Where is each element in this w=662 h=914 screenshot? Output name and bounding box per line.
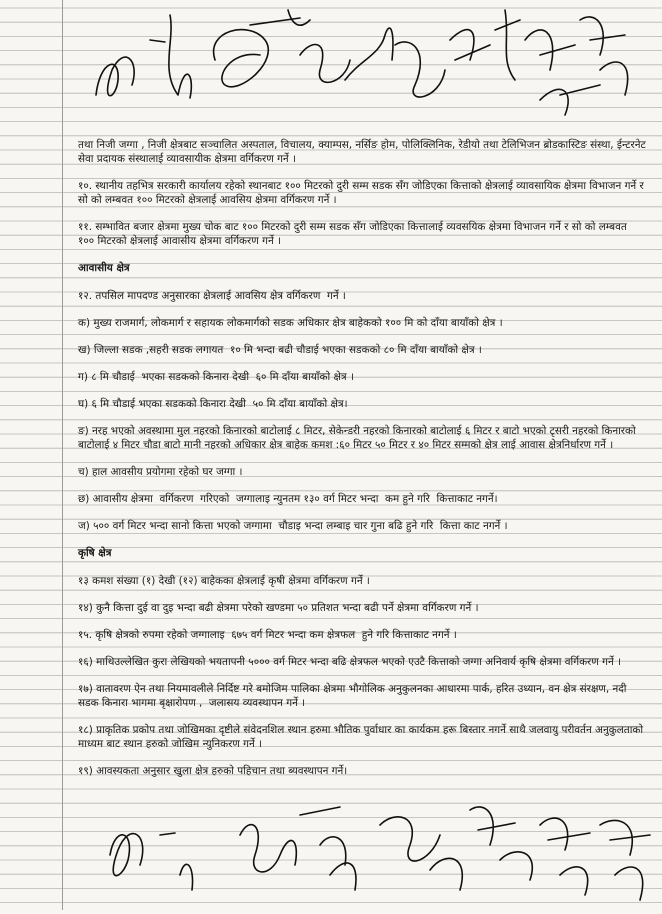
- paragraph-12: १२. तपसिल मापदण्ड अनुसारका क्षेत्रलाई आवसिय क्षेत्र वर्गिकरण गर्ने ।: [78, 290, 346, 302]
- bottom-signatures: [0, 795, 662, 910]
- paragraph-17: १७) वातावरण ऐन तथा नियमावलीले निर्दिष्ट गरे बमोजिम पालिका क्षेत्रमा भौगोलिक अनुकुलनका आधारमा पार्क, हरित उध्यान, वन क्षेत्र संरक्षण, नदी सडक किनारा भागमा बृक्षारोपण , जलासय व्यवस्थापन गर्ने ।: [78, 683, 630, 709]
- document-body: [78, 138, 648, 791]
- top-signatures: [0, 0, 662, 125]
- heading-residential: आवासीय क्षेत्र: [78, 262, 130, 274]
- clause-ga: ग) ८ मि चौडाई भएका सडकको किनारा देखी ६० मि दाँया बायाँको क्षेत्र ।: [78, 371, 354, 383]
- clause-ja: ज) ५०० वर्ग मिटर भन्दा सानो कित्ता भएको जग्गामा चौडाइ भन्दा लम्बाइ चार गुना बढि हुने गरि कित्ता काट नगर्ने ।: [78, 520, 508, 532]
- heading-agriculture: कृषि क्षेत्र: [78, 547, 112, 559]
- clause-chha: छ) आवासीय क्षेत्रमा वर्गिकरण गरिएको जग्गालाइ न्युनतम १३० वर्ग मिटर भन्दा कम हुने गरि कित्ताकाट नगर्ने।: [78, 493, 498, 505]
- clause-kha: ख) जिल्ला सडक ,सहरी सडक लगायत १० मि भन्दा बढी चौडाई भएका सडकको ८० मि दाँया बायाँको क्षेत्र ।: [78, 344, 482, 356]
- clause-nga: ङ) नरह भएको अवस्थामा मुल नहरको किनारको बाटोलाई ८ मिटर, सेकेन्डरी नहरको किनारको बाटोलाई ६ मिटर र बाटो भएको टृसरी नहरको किनारको बाटोलाई ४ मिटर चौडा बाटो मानी नहरको अधिकार क्षेत्र बाहेक कमश :६० मिटर ५० मिटर र ४० मिटर सम्मको क्षेत्र लाई आवास क्षेत्रनिर्धारण गर्ने ।: [78, 425, 640, 451]
- paragraph-14: १४) कुनै कित्ता दुई वा दुइ भन्दा बढी क्षेत्रमा परेको खण्डमा ५० प्रतिशत भन्दा बढी पर्ने क्षेत्रमा वर्गिकरण गर्ने ।: [78, 602, 479, 614]
- paragraph-15: १५. कृषि क्षेत्रको रुपमा रहेको जग्गालाइ ६७५ वर्ग मिटर भन्दा कम क्षेत्रफल हुने गरि कित्ताकाट नगर्ने ।: [78, 629, 457, 641]
- clause-cha: च) हाल आवसीय प्रयोगमा रहेको घर जग्गा ।: [78, 466, 243, 478]
- clause-gha: घ) ६ मि चौडाई भएका सडकको किनारा देखी ५० मि दाँया बायाँको क्षेत्र।: [78, 398, 348, 410]
- paragraph-19: १९) आवस्यकता अनुसार खुला क्षेत्र हरुको पहिचान तथा ब्यवस्थापन गर्ने।: [78, 765, 348, 777]
- margin-line: [62, 0, 63, 910]
- paragraph-13: १३ कमश संख्या (१) देखी (१२) बाहेकका क्षेत्रलाई कृषी क्षेत्रमा वर्गिकरण गर्ने ।: [78, 575, 370, 587]
- paragraph-11: ११. सम्भावित बजार क्षेत्रमा मुख्य चोक बाट १०० मिटरको दुरी सम्म सडक सँग जोडिएका कित्तालाई व्यवसयिक क्षेत्रमा विभाजन गर्ने र सो को लम्बवत १०० मिटरको क्षेत्रलाई आवासीय क्षेत्रमा वर्गिकरण गर्ने ।: [78, 221, 634, 247]
- paragraph-10: १०. स्थानीय तहभित्र सरकारी कार्यालय रहेको स्थानबाट १०० मिटरको दुरी सम्म सडक सँग जोडिएका कित्ताको क्षेत्रलाई व्यावसायिक क्षेत्रमा विभाजन गर्ने र सो को लम्बवत १०० मिटरको क्षेत्रलाई आवसिय क्षेत्रमा वर्गिकरण गर्ने ।: [78, 180, 648, 206]
- clause-ka: क) मुख्य राजमार्ग, लोकमार्ग र सहायक लोकमार्गको सडक अधिकार क्षेत्र बाहेकको १०० मि को दाँया बायाँको क्षेत्र ।: [78, 317, 503, 329]
- paragraph-16: १६) माथिउल्लेखित कुरा लेखियको भयतापनी ५००० वर्ग मिटर भन्दा बढि क्षेत्रफल भएको एउटै कित्ताको जग्गा अनिवार्य कृषि क्षेत्रमा वर्गिकरण गर्ने ।: [78, 656, 621, 668]
- paragraph-18: १८) प्राकृतिक प्रकोप तथा जोखिमका दृष्टीले संवेदनशिल स्थान हरुमा भौतिक पुर्वाधार का कार्यकम हरू बिस्तार नगर्ने साथै जलवायु परीवर्तन अनुकुलताको माध्यम बाट स्थान हरुको जोखिम न्युनिकरण गर्ने ।: [78, 724, 647, 750]
- paragraph-continued: तथा निजी जग्गा , निजी क्षेत्रबाट सञ्चालित अस्पताल, विचालय, क्याम्पस, नर्सिङ होम, पोलिक्लिनिक, रेडीयो तथा टेलिभिजन ब्रोडकास्टिङ संस्था, ईन्टरनेट सेवा प्रदायक संस्थालाई व्यावसायीक क्षेत्रमा वर्गिकरण गर्ने ।: [78, 139, 650, 165]
